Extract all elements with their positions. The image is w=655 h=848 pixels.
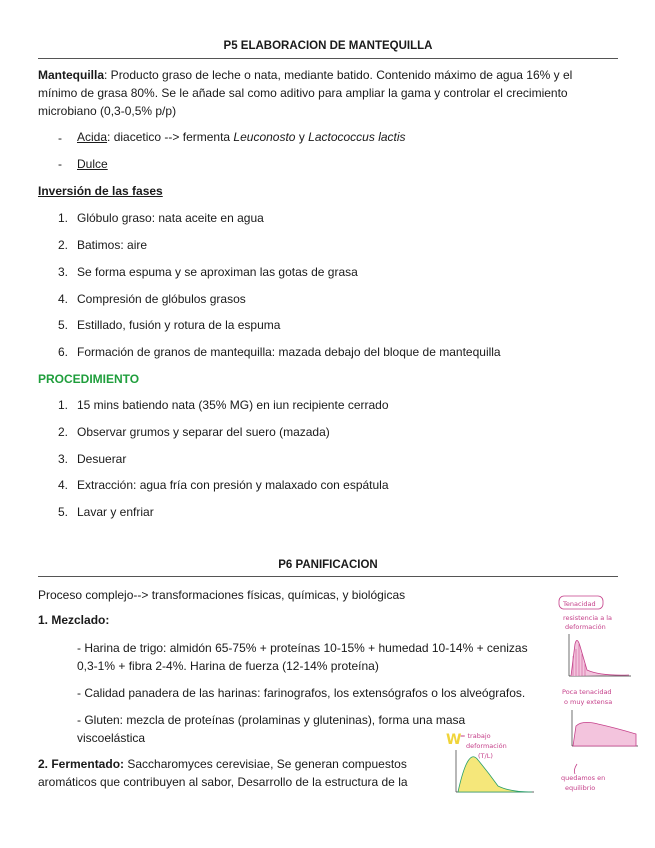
phase-1-num: 1. [58, 211, 69, 225]
type-dulce-dash: - [58, 157, 62, 171]
intro-line-2: mínimo de grasa 80%. Se le añade sal como aditivo para ampliar la gama y controlar el crecimiento [38, 86, 568, 100]
p6-title: P6 PANIFICACION [278, 559, 378, 571]
procedure-2: Observar grumos y separar del suero (mazada) [77, 425, 330, 439]
phase-3-num: 3. [58, 265, 69, 279]
w-eq-2: deformación [466, 742, 507, 750]
quedamos-1: quedamos en [561, 774, 606, 782]
tenacidad-curve [571, 640, 629, 676]
fermentado-heading: 2. Fermentado: [38, 757, 125, 771]
organism-lactococcus: Lactococcus lactis [308, 130, 406, 144]
procedure-4-num: 4. [58, 478, 69, 492]
procedure-3: Desuerar [77, 452, 127, 466]
phase-5: Estillado, fusión y rotura de la espuma [77, 318, 281, 332]
type-acida [77, 128, 406, 146]
sketch-tenacidad [555, 594, 645, 686]
w-curve [458, 757, 532, 792]
harina-line-2: 0,3-1% + fibra 2-4%. Harina de fuerza (12-14% proteína) [77, 659, 379, 673]
type-acida-text-a: : diacetico --> fermenta [107, 130, 234, 144]
procedure-5-num: 5. [58, 505, 69, 519]
procedure-5: Lavar y enfriar [77, 505, 154, 519]
fermentado-paragraph [38, 755, 438, 791]
p5-title-rule [38, 58, 618, 59]
phases-heading-text: Inversión de las fases [38, 184, 163, 198]
calidad-line-1: - Calidad panadera de las harinas: farinografos, los extensógrafos o los alveógrafos. [77, 686, 526, 700]
organism-leuconosto: Leuconosto [233, 130, 296, 144]
phase-2-num: 2. [58, 238, 69, 252]
type-dulce-label: Dulce [77, 157, 108, 171]
phase-6: Formación de granos de mantequilla: mazada debajo del bloque de mantequilla [77, 345, 501, 359]
poca-curve [573, 722, 636, 746]
p6-intro: Proceso complejo--> transformaciones físicas, químicas, y biológicas [38, 588, 406, 602]
mezclado-item-calidad [77, 684, 547, 702]
gluten-line-1: - Gluten: mezcla de proteínas (prolaminas y gluteninas), forma una masa [77, 713, 466, 727]
phases-heading [38, 184, 163, 198]
fermentado-line-1: Saccharomyces cerevisiae, Se generan compuestos [124, 757, 407, 771]
type-dulce [77, 155, 108, 173]
harina-line-1: - Harina de trigo: almidón 65-75% + proteínas 10-15% + humedad 10-14% + cenizas [77, 641, 528, 655]
mezclado-heading: 1. Mezclado: [38, 613, 110, 627]
poca-tenacidad-2: o muy extensa [564, 698, 613, 706]
equilibrio-arrow [574, 764, 577, 774]
sketch-equilibrio [555, 762, 645, 796]
quedamos-2: equilibrio [565, 784, 596, 792]
procedure-1: 15 mins batiendo nata (35% MG) en iun recipiente cerrado [77, 398, 389, 412]
p5-intro [38, 66, 598, 120]
procedure-4: Extracción: agua fría con presión y malaxado con espátula [77, 478, 389, 492]
procedure-2-num: 2. [58, 425, 69, 439]
fermentado-line-2: aromáticos que contribuyen al sabor, Desarrollo de la estructura de la [38, 775, 408, 789]
w-eq-1: = trabajo [460, 732, 491, 740]
phase-3: Se forma espuma y se aproximan las gotas de grasa [77, 265, 358, 279]
w-label: W [446, 732, 462, 748]
procedure-1-num: 1. [58, 398, 69, 412]
intro-line-3: microbiano (0,3-0,5% p/p) [38, 104, 177, 118]
phase-1: Glóbulo graso: nata aceite en agua [77, 211, 264, 225]
procedure-heading: PROCEDIMIENTO [38, 372, 140, 386]
phase-4-num: 4. [58, 292, 69, 306]
poca-tenacidad-1: Poca tenacidad [562, 688, 612, 696]
tenacidad-sub-2: deformación [565, 623, 606, 631]
mezclado-item-harina [77, 639, 547, 675]
intro-line-1: : Producto graso de leche o nata, mediante batido. Contenido máximo de agua 16% y el [104, 68, 573, 82]
tenacidad-label: Tenacidad [563, 600, 596, 608]
phase-2: Batimos: aire [77, 238, 148, 252]
p6-title-rule [38, 576, 618, 577]
type-acida-label: Acida [77, 130, 108, 144]
w-eq-3: (T/L) [478, 752, 493, 760]
phase-6-num: 6. [58, 345, 69, 359]
sketch-w-curve [438, 726, 558, 806]
sketch-poca-tenacidad [558, 686, 646, 752]
intro-term: Mantequilla [38, 68, 105, 82]
type-acida-text-b: y [295, 130, 309, 144]
type-acida-dash: - [58, 131, 62, 145]
phase-5-num: 5. [58, 318, 69, 332]
gluten-line-2: viscoelástica [77, 731, 146, 745]
phase-4: Compresión de glóbulos grasos [77, 292, 246, 306]
p5-title: P5 ELABORACION DE MANTEQUILLA [223, 40, 433, 52]
procedure-3-num: 3. [58, 452, 69, 466]
tenacidad-sub-1: resistencia a la [563, 614, 613, 622]
